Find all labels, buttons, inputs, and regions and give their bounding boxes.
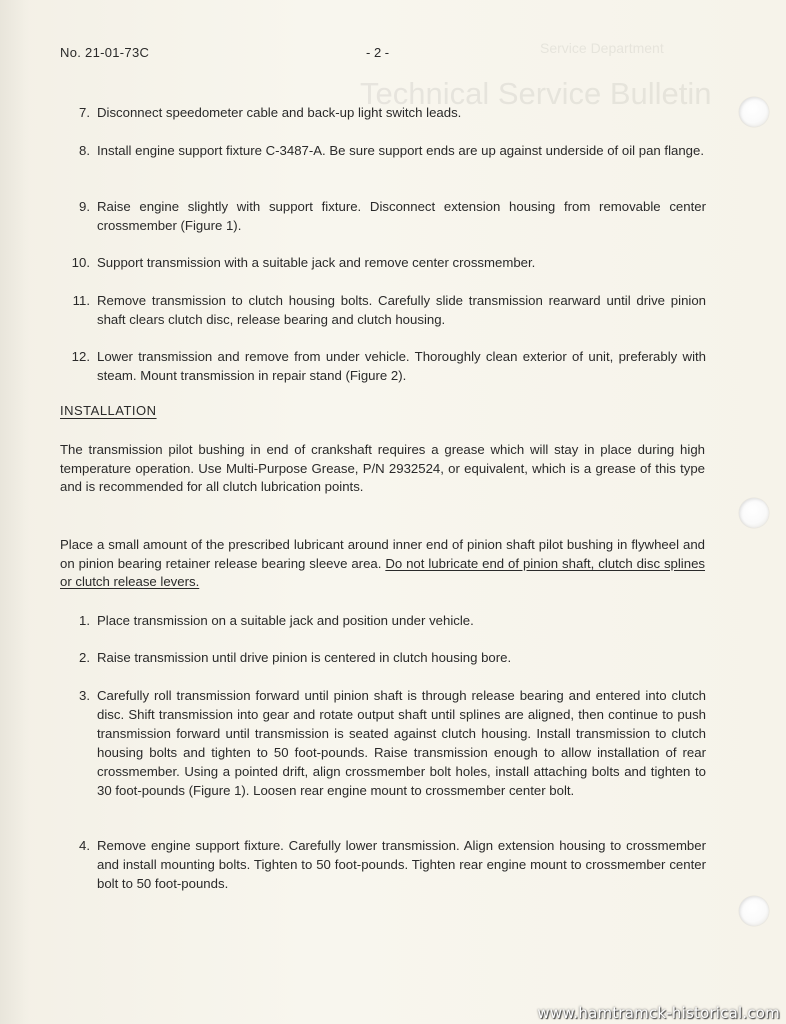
lubricant-paragraph xyxy=(60,536,705,592)
step-number: 4. xyxy=(79,838,90,853)
step-number: 8. xyxy=(79,143,90,158)
step-number: 3. xyxy=(79,688,90,703)
grease-paragraph: The transmission pilot bushing in end of crankshaft requires a grease which will stay in place during high temperature operation. Use Multi-Purpose Grease, P/N 2932524, or equivalent, which is a grease of this type and is recommended for all clutch lubrication points. xyxy=(60,442,705,494)
show-through-department: Service Department xyxy=(540,40,664,56)
step-text: Support transmission with a suitable jack and remove center crossmember. xyxy=(97,255,536,270)
step-number: 12. xyxy=(71,349,90,364)
step-text: Install engine support fixture C-3487-A. Be sure support ends are up against underside of oil pan flange. xyxy=(97,143,705,158)
step-number: 11. xyxy=(72,293,90,308)
step-text: Disconnect speedometer cable and back-up light switch leads. xyxy=(97,105,462,120)
step-text: Remove engine support fixture. Carefully lower transmission. Align extension housing to crossmember and install mounting bolts. Tighten to 50 foot-pounds. Tighten rear engine mount to crossmember center bolt to 50 foot-pounds. xyxy=(97,838,706,891)
step-number: 2. xyxy=(79,650,90,665)
step-number: 9. xyxy=(79,199,90,214)
lubricant-instruction: Place a small amount of the prescribed lubricant around inner end of pinion shaft pilot bushing in flywheel and on pinion bearing retainer release bearing sleeve area. xyxy=(60,537,705,571)
paper-edge-shadow xyxy=(0,0,28,1024)
page-number: - 2 - xyxy=(366,45,390,60)
punch-hole-bottom xyxy=(739,896,769,926)
bulletin-number: No. 21-01-73C xyxy=(60,45,150,60)
installation-heading: INSTALLATION xyxy=(60,403,157,418)
punch-hole-middle xyxy=(739,498,769,528)
step-text: Raise transmission until drive pinion is centered in clutch housing bore. xyxy=(97,650,512,665)
step-number: 7. xyxy=(79,105,90,120)
step-number: 10. xyxy=(71,255,90,270)
show-through-title: Technical Service Bulletin xyxy=(360,76,712,111)
site-watermark: www.hamtramck-historical.com xyxy=(537,1004,780,1022)
step-text: Raise engine slightly with support fixture. Disconnect extension housing from removable center crossmember (Figure 1). xyxy=(97,199,706,233)
step-number: 1. xyxy=(79,613,90,628)
step-text: Carefully roll transmission forward until pinion shaft is through release bearing and entered into clutch disc. Shift transmission into gear and rotate output shaft until splines are aligned, then continue to push transmission forward until transmission is seated against clutch housing. Install transmission to clutch housing bolts and tighten to 50 foot-pounds. Raise transmission enough to allow installation of rear crossmember. Using a pointed drift, align crossmember bolt holes, install attaching bolts and tighten to 30 foot-pounds (Figure 1). Loosen rear engine mount to crossmember center bolt. xyxy=(97,688,706,798)
step-text: Remove transmission to clutch housing bolts. Carefully slide transmission rearward until drive pinion shaft clears clutch disc, release bearing and clutch housing. xyxy=(97,293,706,327)
step-text: Lower transmission and remove from under vehicle. Thoroughly clean exterior of unit, preferably with steam. Mount transmission in repair stand (Figure 2). xyxy=(97,349,706,383)
step-text: Place transmission on a suitable jack and position under vehicle. xyxy=(97,613,474,628)
punch-hole-top xyxy=(739,97,769,127)
lubricant-warning: Do not lubricate end of pinion shaft, clutch disc splines or clutch release levers. xyxy=(60,555,706,589)
